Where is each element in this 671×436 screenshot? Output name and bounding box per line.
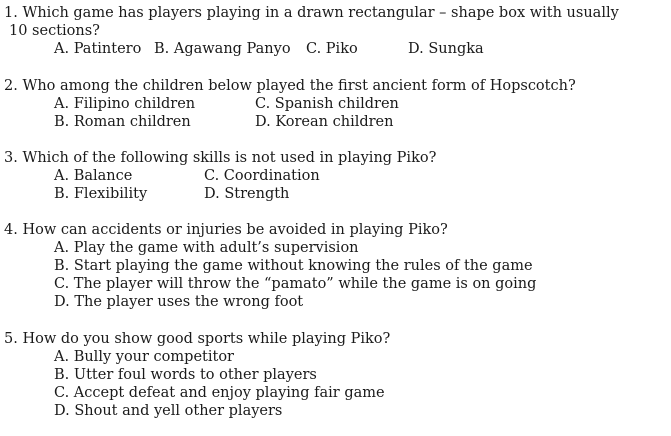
question-1-stem-line-2: 10 sections?	[9, 23, 100, 39]
question-1-option-b: B. Agawang Panyo	[154, 41, 291, 57]
question-2-option-c: C. Spanish children	[255, 96, 399, 112]
question-1-option-d: D. Sungka	[408, 41, 484, 57]
question-3-option-d: D. Strength	[204, 186, 290, 202]
question-5-option-c: C. Accept defeat and enjoy playing fair game	[54, 385, 385, 401]
question-4-option-d: D. The player uses the wrong foot	[54, 294, 304, 310]
question-5-stem: 5. How do you show good sports while playing Piko?	[4, 331, 391, 347]
question-1-option-a: A. Patintero	[54, 41, 142, 57]
question-5-option-a: A. Bully your competitor	[54, 349, 234, 365]
question-3-stem: 3. Which of the following skills is not used in playing Piko?	[4, 150, 437, 166]
question-4-option-b: B. Start playing the game without knowing the rules of the game	[54, 258, 533, 274]
question-1-option-c: C. Piko	[306, 41, 358, 57]
question-2-option-d: D. Korean children	[255, 114, 394, 130]
question-3-option-b: B. Flexibility	[54, 186, 148, 202]
question-5-option-b: B. Utter foul words to other players	[54, 367, 317, 383]
question-1-stem-line-1: 1. Which game has players playing in a drawn rectangular – shape box with usually	[4, 5, 619, 21]
question-2-stem: 2. Who among the children below played the first ancient form of Hopscotch?	[4, 78, 576, 94]
question-4-option-a: A. Play the game with adult’s supervision	[54, 240, 359, 256]
question-3-option-c: C. Coordination	[204, 168, 320, 184]
question-3-option-a: A. Balance	[54, 168, 133, 184]
question-2-option-b: B. Roman children	[54, 114, 191, 130]
question-4-stem: 4. How can accidents or injuries be avoided in playing Piko?	[4, 222, 448, 238]
question-4-option-c: C. The player will throw the “pamato” while the game is on going	[54, 276, 537, 292]
question-5-option-d: D. Shout and yell other players	[54, 403, 283, 419]
question-2-option-a: A. Filipino children	[54, 96, 196, 112]
